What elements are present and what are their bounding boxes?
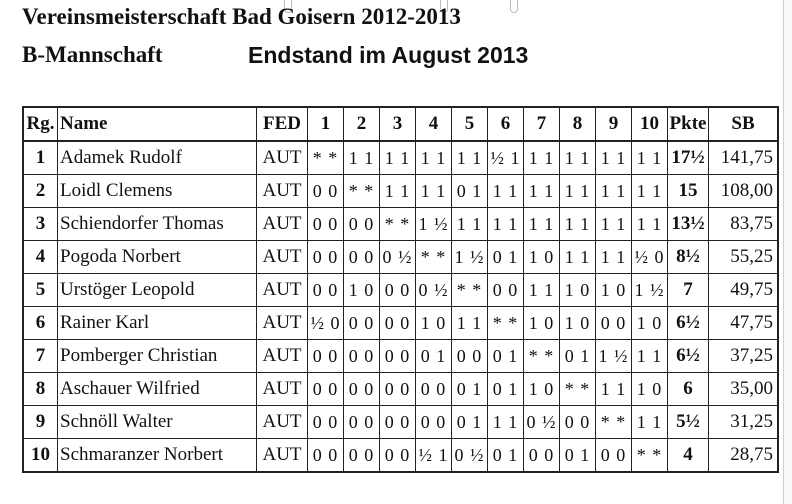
result-cell: 1 1 xyxy=(596,175,632,208)
result-cell: 1 1 xyxy=(524,141,560,175)
sonneborn-berger-cell: 35,00 xyxy=(709,373,779,406)
federation-cell: AUT xyxy=(257,439,308,473)
result-cell: 1 1 xyxy=(488,175,524,208)
rank-cell: 8 xyxy=(23,373,58,406)
result-cell: 0 0 xyxy=(488,274,524,307)
player-name-cell: Schmaranzer Norbert xyxy=(58,439,257,473)
result-cell: * * xyxy=(632,439,668,473)
result-cell: 0 ½ xyxy=(380,241,416,274)
result-cell: 1 1 xyxy=(632,141,668,175)
header-round: 9 xyxy=(596,107,632,141)
result-cell: 1 1 xyxy=(632,406,668,439)
standings-subtitle: Endstand im August 2013 xyxy=(248,42,529,68)
result-cell: 1 1 xyxy=(380,141,416,175)
sonneborn-berger-cell: 49,75 xyxy=(709,274,779,307)
team-label: B-Mannschaft xyxy=(22,42,163,67)
table-row xyxy=(23,208,778,241)
points-cell: 5½ xyxy=(668,406,709,439)
header-round: 5 xyxy=(452,107,488,141)
header-round: 8 xyxy=(560,107,596,141)
result-cell: * * xyxy=(308,141,344,175)
result-cell: 0 ½ xyxy=(524,406,560,439)
result-cell: 0 0 xyxy=(560,406,596,439)
table-row xyxy=(23,141,778,175)
result-cell: 0 1 xyxy=(488,373,524,406)
header-round: 1 xyxy=(308,107,344,141)
result-cell: 0 1 xyxy=(488,439,524,473)
points-cell: 4 xyxy=(668,439,709,473)
page-edge xyxy=(783,0,792,504)
result-cell: 1 ½ xyxy=(632,274,668,307)
result-cell: 0 0 xyxy=(308,439,344,473)
result-cell: 0 0 xyxy=(308,406,344,439)
result-cell: 1 1 xyxy=(416,141,452,175)
rank-cell: 5 xyxy=(23,274,58,307)
result-cell: * * xyxy=(488,307,524,340)
player-name-cell: Schiendorfer Thomas xyxy=(58,208,257,241)
result-cell: * * xyxy=(560,373,596,406)
federation-cell: AUT xyxy=(257,274,308,307)
sonneborn-berger-cell: 108,00 xyxy=(709,175,779,208)
result-cell: 0 0 xyxy=(416,406,452,439)
result-cell: 1 1 xyxy=(632,340,668,373)
federation-cell: AUT xyxy=(257,175,308,208)
result-cell: 1 0 xyxy=(560,274,596,307)
federation-cell: AUT xyxy=(257,340,308,373)
points-cell: 8½ xyxy=(668,241,709,274)
header-sb: SB xyxy=(709,107,779,141)
header-round: 2 xyxy=(344,107,380,141)
result-cell: 0 0 xyxy=(380,307,416,340)
result-cell: 0 0 xyxy=(596,307,632,340)
result-cell: 1 0 xyxy=(416,307,452,340)
result-cell: 0 1 xyxy=(488,340,524,373)
result-cell: 0 0 xyxy=(344,208,380,241)
player-name-cell: Pomberger Christian xyxy=(58,340,257,373)
points-cell: 13½ xyxy=(668,208,709,241)
result-cell: 0 0 xyxy=(344,406,380,439)
rank-cell: 3 xyxy=(23,208,58,241)
result-cell: 0 1 xyxy=(488,241,524,274)
rank-cell: 4 xyxy=(23,241,58,274)
rank-cell: 10 xyxy=(23,439,58,473)
header-round: 4 xyxy=(416,107,452,141)
result-cell: 1 1 xyxy=(524,208,560,241)
sonneborn-berger-cell: 28,75 xyxy=(709,439,779,473)
table-row xyxy=(23,241,778,274)
sonneborn-berger-cell: 55,25 xyxy=(709,241,779,274)
punch-hole xyxy=(510,0,518,13)
result-cell: 0 0 xyxy=(344,340,380,373)
result-cell: 0 1 xyxy=(416,340,452,373)
result-cell: 0 0 xyxy=(344,241,380,274)
result-cell: 0 0 xyxy=(308,175,344,208)
result-cell: 1 1 xyxy=(416,175,452,208)
header-round: 6 xyxy=(488,107,524,141)
result-cell: * * xyxy=(380,208,416,241)
result-cell: 0 0 xyxy=(524,439,560,473)
result-cell: ½ 0 xyxy=(308,307,344,340)
player-name-cell: Urstöger Leopold xyxy=(58,274,257,307)
result-cell: 1 1 xyxy=(560,175,596,208)
result-cell: 0 0 xyxy=(380,340,416,373)
standings-body xyxy=(23,141,778,472)
result-cell: 1 0 xyxy=(560,307,596,340)
result-cell: 1 1 xyxy=(560,208,596,241)
result-cell: 0 0 xyxy=(344,373,380,406)
federation-cell: AUT xyxy=(257,141,308,175)
points-cell: 17½ xyxy=(668,141,709,175)
player-name-cell: Aschauer Wilfried xyxy=(58,373,257,406)
points-cell: 6½ xyxy=(668,307,709,340)
player-name-cell: Adamek Rudolf xyxy=(58,141,257,175)
federation-cell: AUT xyxy=(257,373,308,406)
result-cell: 1 1 xyxy=(560,241,596,274)
result-cell: 1 0 xyxy=(344,274,380,307)
result-cell: 0 0 xyxy=(344,439,380,473)
federation-cell: AUT xyxy=(257,307,308,340)
result-cell: 0 0 xyxy=(308,274,344,307)
result-cell: 1 ½ xyxy=(596,340,632,373)
result-cell: 0 0 xyxy=(416,373,452,406)
rank-cell: 7 xyxy=(23,340,58,373)
result-cell: ½ 1 xyxy=(416,439,452,473)
result-cell: 0 0 xyxy=(344,307,380,340)
table-row xyxy=(23,406,778,439)
result-cell: 1 1 xyxy=(488,406,524,439)
player-name-cell: Loidl Clemens xyxy=(58,175,257,208)
result-cell: 1 1 xyxy=(560,141,596,175)
result-cell: 0 0 xyxy=(596,439,632,473)
rank-cell: 9 xyxy=(23,406,58,439)
result-cell: * * xyxy=(596,406,632,439)
header-row xyxy=(23,107,778,141)
result-cell: 0 1 xyxy=(452,373,488,406)
result-cell: * * xyxy=(416,241,452,274)
result-cell: 1 0 xyxy=(524,241,560,274)
result-cell: 1 1 xyxy=(452,307,488,340)
result-cell: 1 1 xyxy=(632,175,668,208)
result-cell: 0 0 xyxy=(308,340,344,373)
result-cell: 1 1 xyxy=(596,373,632,406)
table-row xyxy=(23,274,778,307)
sonneborn-berger-cell: 141,75 xyxy=(709,141,779,175)
result-cell: 0 0 xyxy=(380,274,416,307)
header-rank: Rg. xyxy=(23,107,58,141)
result-cell: 1 1 xyxy=(596,241,632,274)
sonneborn-berger-cell: 31,25 xyxy=(709,406,779,439)
result-cell: 1 1 xyxy=(452,208,488,241)
header-round: 10 xyxy=(632,107,668,141)
table-row xyxy=(23,373,778,406)
result-cell: 0 1 xyxy=(452,175,488,208)
result-cell: 0 0 xyxy=(452,340,488,373)
points-cell: 7 xyxy=(668,274,709,307)
result-cell: 0 1 xyxy=(560,439,596,473)
result-cell: 1 ½ xyxy=(452,241,488,274)
rank-cell: 6 xyxy=(23,307,58,340)
federation-cell: AUT xyxy=(257,208,308,241)
result-cell: 1 0 xyxy=(524,373,560,406)
result-cell: 1 1 xyxy=(524,175,560,208)
result-cell: 0 0 xyxy=(308,373,344,406)
result-cell: 1 1 xyxy=(380,175,416,208)
points-cell: 6 xyxy=(668,373,709,406)
result-cell: 1 1 xyxy=(452,141,488,175)
result-cell: 1 1 xyxy=(596,208,632,241)
result-cell: ½ 0 xyxy=(632,241,668,274)
result-cell: 0 0 xyxy=(308,208,344,241)
player-name-cell: Rainer Karl xyxy=(58,307,257,340)
result-cell: 1 0 xyxy=(632,373,668,406)
federation-cell: AUT xyxy=(257,241,308,274)
player-name-cell: Pogoda Norbert xyxy=(58,241,257,274)
header-round: 7 xyxy=(524,107,560,141)
result-cell: 1 1 xyxy=(632,208,668,241)
result-cell: 1 ½ xyxy=(416,208,452,241)
player-name-cell: Schnöll Walter xyxy=(58,406,257,439)
document-title: Vereinsmeisterschaft Bad Goisern 2012-2013 xyxy=(22,4,461,29)
result-cell: 1 1 xyxy=(596,141,632,175)
table-row xyxy=(23,307,778,340)
result-cell: 0 1 xyxy=(560,340,596,373)
result-cell: ½ 1 xyxy=(488,141,524,175)
sonneborn-berger-cell: 47,75 xyxy=(709,307,779,340)
standings-table xyxy=(22,106,779,473)
result-cell: 1 1 xyxy=(488,208,524,241)
rank-cell: 1 xyxy=(23,141,58,175)
header-round: 3 xyxy=(380,107,416,141)
result-cell: 0 0 xyxy=(380,373,416,406)
result-cell: 1 0 xyxy=(632,307,668,340)
federation-cell: AUT xyxy=(257,406,308,439)
result-cell: 1 1 xyxy=(524,274,560,307)
points-cell: 15 xyxy=(668,175,709,208)
table-row xyxy=(23,175,778,208)
rank-cell: 2 xyxy=(23,175,58,208)
result-cell: 1 0 xyxy=(596,274,632,307)
result-cell: 0 1 xyxy=(452,406,488,439)
result-cell: * * xyxy=(524,340,560,373)
sonneborn-berger-cell: 37,25 xyxy=(709,340,779,373)
result-cell: * * xyxy=(344,175,380,208)
result-cell: 0 0 xyxy=(380,439,416,473)
table-row xyxy=(23,439,778,473)
result-cell: 1 1 xyxy=(344,141,380,175)
result-cell: 0 0 xyxy=(308,241,344,274)
header-name: Name xyxy=(58,107,257,141)
result-cell: 0 0 xyxy=(380,406,416,439)
result-cell: 1 0 xyxy=(524,307,560,340)
header-fed: FED xyxy=(257,107,308,141)
result-cell: 0 ½ xyxy=(452,439,488,473)
sonneborn-berger-cell: 83,75 xyxy=(709,208,779,241)
result-cell: * * xyxy=(452,274,488,307)
header-points: Pkte xyxy=(668,107,709,141)
table-row xyxy=(23,340,778,373)
result-cell: 0 ½ xyxy=(416,274,452,307)
points-cell: 6½ xyxy=(668,340,709,373)
